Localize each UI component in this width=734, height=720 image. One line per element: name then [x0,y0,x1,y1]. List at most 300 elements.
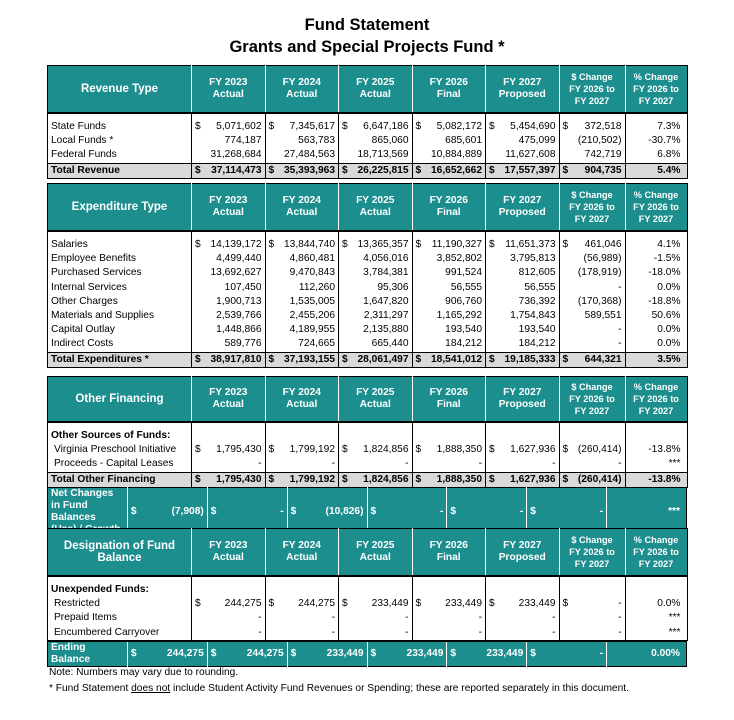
table-row [48,457,688,472]
amount: 1,888,350 [436,444,482,456]
cell-value [339,337,413,352]
cell-value [559,443,625,457]
cell-value [412,611,486,625]
currency-symbol: $ [415,164,422,176]
pct-change: 0.0% [625,597,687,611]
spacer-row [48,113,688,120]
amount: 193,540 [445,324,482,336]
expenditure-col-header: FY 2025 Actual [339,184,413,232]
cell-value [192,472,266,487]
expenditure-header-row [48,184,688,232]
cell-value [265,238,339,252]
cell-value [486,148,560,163]
cell-value [192,352,266,367]
amount: 865,060 [371,135,409,147]
row-label: Restricted [54,598,100,610]
row-label: Total Other Financing [48,472,192,487]
cell-value [265,323,339,337]
cell-value [486,309,560,323]
cell-value [192,120,266,134]
amount: 11,190,327 [431,239,482,250]
amount: - [618,612,622,624]
table-row [48,597,688,611]
row-label: Employee Benefits [51,253,136,265]
row-label: Local Funds * [51,135,114,147]
currency-symbol: $ [268,164,275,176]
currency-symbol: $ [342,239,348,250]
expenditure-table [47,183,688,368]
spacer-row [48,576,688,583]
amount: 38,917,810 [210,353,262,365]
cell-value [486,443,560,457]
currency-symbol: $ [562,473,569,485]
cell-value [412,443,486,457]
cell-value [486,295,560,309]
currency-symbol: $ [489,239,495,250]
amount: 244,275 [224,598,262,610]
currency-symbol: $ [268,353,275,365]
table-row [48,238,688,252]
cell-value [339,134,413,148]
amount: 14,139,172 [210,239,262,250]
amount: 1,795,430 [216,473,262,485]
row-label: Capital Outlay [51,324,115,336]
amount: 1,799,192 [289,473,335,485]
row-label: Purchased Services [51,267,142,279]
row-label: Salaries [51,239,88,250]
cell-value [192,323,266,337]
currency-symbol: $ [290,648,297,659]
amount: 3,795,813 [510,253,556,265]
currency-symbol: $ [342,353,348,365]
expenditure-col-header: FY 2024 Actual [265,184,339,232]
amount: 5,454,690 [510,121,556,132]
currency-symbol: $ [489,121,495,132]
footnote-pre: * Fund Statement [49,683,132,694]
cell-value [265,266,339,280]
designation-table [47,528,688,641]
pct-change: *** [625,457,687,472]
cell-value [447,641,527,667]
pct-change: 7.3% [625,120,687,134]
cell-value [287,641,367,667]
amount: 644,321 [584,353,622,365]
amount: 904,735 [584,164,622,176]
amount: 991,524 [445,267,482,279]
spacer-row [48,231,688,238]
currency-symbol: $ [415,239,422,250]
pct-change: *** [625,611,687,625]
cell-value [412,472,486,487]
cell-value [192,457,266,472]
cell-value [412,337,486,352]
amount: 665,440 [371,338,409,350]
amount: 13,692,627 [210,267,262,279]
cell-value [486,120,560,134]
cell-value [192,295,266,309]
other-col-header: % Change FY 2026 to FY 2027 [625,377,687,423]
currency-symbol: $ [342,473,348,485]
cell-value [486,352,560,367]
amount: 1,824,856 [363,473,409,485]
designation-col-header: % Change FY 2026 to FY 2027 [625,529,687,577]
cell-value [412,626,486,641]
page-title: Fund Statement [304,16,430,34]
amount: 184,212 [445,338,482,350]
cell-value [339,611,413,625]
currency-symbol: $ [562,598,569,610]
pct-change: 5.4% [625,163,687,178]
cell-value [527,641,607,667]
cell-value [486,134,560,148]
table-row [48,443,688,457]
amount: 1,888,350 [436,473,482,485]
amount: 37,193,155 [284,353,335,365]
cell-value [265,309,339,323]
pct-change: 4.1% [625,238,687,252]
cell-value [265,457,339,472]
amount: - [280,506,284,517]
amount: - [552,458,556,470]
cell-value [339,443,413,457]
pct-change: 3.5% [625,352,687,367]
cell-value [486,626,560,641]
amount: 475,099 [518,135,556,147]
cell-value [559,611,625,625]
cell-value [339,238,413,252]
amount: 1,535,005 [289,295,335,307]
cell-value [192,597,266,611]
cell-value [412,252,486,266]
cell-value [339,323,413,337]
amount: - [618,281,622,293]
designation-header-row [48,529,688,577]
cell-value [265,295,339,309]
currency-symbol: $ [415,598,422,610]
currency-symbol: $ [342,598,348,610]
amount: - [519,506,524,517]
cell-value [412,134,486,148]
cell-value [339,163,413,178]
other-col-header: FY 2026 Final [412,377,486,423]
cell-value [192,134,266,148]
amount: (10,826) [325,506,364,517]
amount: 6,647,186 [363,121,409,132]
table-row [48,611,688,625]
ending-bar [47,640,687,667]
amount: - [618,458,622,470]
amount: - [439,506,444,517]
currency-symbol: $ [415,444,422,456]
amount: 1,795,430 [216,444,262,456]
other-col-header: FY 2023 Actual [192,377,266,423]
cell-value [192,337,266,352]
subheader-row [48,429,688,443]
amount: - [478,612,482,624]
revenue-col-header: FY 2023 Actual [192,66,266,114]
amount: 1,900,713 [216,295,262,307]
currency-symbol: $ [562,121,569,132]
amount: (7,908) [171,506,204,517]
revenue-col-header: FY 2026 Final [412,66,486,114]
currency-symbol: $ [370,648,377,659]
currency-symbol: $ [562,164,569,176]
cell-value [486,281,560,295]
pct-change: -30.7% [625,134,687,148]
amount: 1,799,192 [289,444,335,456]
cell-value [367,641,447,667]
other-col-header: $ Change FY 2026 to FY 2027 [559,377,625,423]
footnote-emphasis: does not [131,683,171,694]
revenue-header-label: Revenue Type [48,66,192,114]
cell-value [559,472,625,487]
cell-value [339,120,413,134]
row-label: Virginia Preschool Initiative [54,444,177,456]
cell-value [339,148,413,163]
amount: - [618,338,622,350]
cell-value [486,252,560,266]
amount: 5,082,172 [436,121,482,132]
amount: 461,046 [584,239,622,250]
cell-value [559,323,625,337]
currency-symbol: $ [195,239,201,250]
cell-value [559,134,625,148]
rounding-note: Note: Numbers may vary due to rounding. [49,667,239,678]
expenditure-col-header: FY 2027 Proposed [486,184,560,232]
amount: 1,824,856 [363,444,409,456]
amount: 35,393,963 [284,164,335,176]
amount: 1,754,843 [510,310,556,322]
amount: (210,502) [577,135,622,147]
row-label: Total Expenditures * [48,352,192,367]
amount: 13,844,740 [284,239,335,250]
table-row [48,120,688,134]
currency-symbol: $ [415,121,422,132]
revenue-col-header: FY 2024 Actual [265,66,339,114]
table-row [48,295,688,309]
cell-value [339,352,413,367]
expenditure-col-header: FY 2026 Final [412,184,486,232]
amount: 27,484,563 [284,149,335,161]
amount: - [405,458,409,470]
amount: 5,071,602 [216,121,262,132]
row-label: Federal Funds [51,149,117,161]
currency-symbol: $ [210,648,217,659]
pct-change: -18.0% [625,266,687,280]
cell-value [559,626,625,641]
amount: (178,919) [577,267,622,279]
subheader-row [48,583,688,597]
amount: 742,719 [584,149,622,161]
currency-symbol: $ [195,353,201,365]
amount: 37,114,473 [211,164,262,176]
cell-value [192,163,266,178]
cell-value [559,337,625,352]
cell-value [559,309,625,323]
cell-value [559,238,625,252]
cell-value [486,611,560,625]
currency-symbol: $ [530,648,536,659]
other-col-header: FY 2027 Proposed [486,377,560,423]
pct-change: 6.8% [625,148,687,163]
pct-change: 0.00% [607,641,687,667]
amount: 2,311,297 [363,310,409,322]
footnote [49,683,629,694]
amount: - [618,324,622,336]
amount: 589,776 [224,338,262,350]
cell-value [127,641,207,667]
amount: 56,555 [524,281,556,293]
table-row [48,626,688,641]
currency-symbol: $ [370,506,377,517]
cell-value [192,238,266,252]
amount: 17,557,397 [504,164,556,176]
amount: 233,449 [445,598,482,610]
currency-symbol: $ [562,239,569,250]
amount: 19,185,333 [504,353,556,365]
amount: (260,414) [577,444,622,456]
amount: 244,275 [246,648,284,659]
amount: 233,449 [486,648,524,659]
cell-value [192,443,266,457]
currency-symbol: $ [489,598,495,610]
amount: 11,627,608 [505,149,556,161]
cell-value [265,611,339,625]
spacer-row [48,422,688,429]
row-label: Encumbered Carryover [54,626,160,638]
cell-value [559,352,625,367]
currency-symbol: $ [195,598,201,610]
pct-change: 0.0% [625,281,687,295]
cell-value [265,472,339,487]
row-label: Total Revenue [48,163,192,178]
footnote-post: include Student Activity Fund Revenues or Spending; these are reported separately in this document. [170,683,629,694]
amount: 736,392 [518,295,556,307]
amount: - [552,612,556,624]
cell-value [265,443,339,457]
revenue-total-row [48,163,688,178]
expenditure-total-row [48,352,688,367]
currency-symbol: $ [130,648,137,659]
amount: 233,449 [518,598,556,610]
amount: 107,450 [224,281,262,293]
amount: 685,601 [445,135,482,147]
table-row [48,281,688,295]
amount: 244,275 [166,648,204,659]
subheader-label: Other Sources of Funds: [51,430,171,441]
designation-header-label: Designation of Fund Balance [48,529,192,577]
amount: 10,884,889 [431,149,482,161]
designation-col-header: FY 2025 Actual [339,529,413,577]
currency-symbol: $ [268,598,275,610]
currency-symbol: $ [342,444,348,456]
currency-symbol: $ [450,506,457,517]
cell-value [559,148,625,163]
revenue-col-header: $ Change FY 2026 to FY 2027 [559,66,625,114]
amount: 1,448,866 [216,324,262,336]
amount: (56,989) [583,253,622,265]
cell-value [207,641,287,667]
amount: 244,275 [298,598,335,610]
cell-value [559,597,625,611]
amount: 233,449 [326,648,364,659]
amount: 2,135,880 [363,324,409,336]
cell-value [486,323,560,337]
amount: 1,647,820 [363,295,409,307]
pct-change: 0.0% [625,323,687,337]
amount: - [618,626,622,638]
pct-change: 0.0% [625,337,687,352]
cell-value [559,281,625,295]
cell-value [192,148,266,163]
currency-symbol: $ [342,121,348,132]
amount: - [331,458,335,470]
amount: 9,470,843 [289,267,335,279]
ending-label: Ending Balance [48,641,128,667]
amount: 95,306 [377,281,409,293]
designation-col-header: FY 2026 Final [412,529,486,577]
amount: 26,225,815 [357,164,409,176]
designation-col-header: FY 2024 Actual [265,529,339,577]
amount: - [258,458,262,470]
currency-symbol: $ [195,444,201,456]
cell-value [265,281,339,295]
amount: - [478,458,482,470]
cell-value [192,252,266,266]
cell-value [192,611,266,625]
amount: 724,665 [298,338,335,350]
pct-change: -18.8% [625,295,687,309]
amount: 31,268,684 [210,149,262,161]
cell-value [486,472,560,487]
currency-symbol: $ [210,506,217,517]
table-row [48,252,688,266]
pct-change: -13.8% [625,443,687,457]
cell-value [412,295,486,309]
cell-value [412,352,486,367]
amount: (170,368) [577,295,622,307]
cell-value [265,597,339,611]
cell-value [412,281,486,295]
net-label: Net Changes in Fund Balances [48,488,128,537]
currency-symbol: $ [530,506,536,517]
cell-value [412,323,486,337]
amount: 812,605 [518,267,556,279]
amount: - [599,648,604,659]
table-row [48,134,688,148]
cell-value [486,163,560,178]
cell-value [559,457,625,472]
cell-value [412,457,486,472]
cell-value [339,626,413,641]
amount: 906,760 [445,295,482,307]
designation-col-header: FY 2023 Actual [192,529,266,577]
amount: 2,539,766 [216,310,262,322]
cell-value [559,252,625,266]
amount: 184,212 [518,338,556,350]
amount: 28,061,497 [357,353,409,365]
table-row [48,337,688,352]
cell-value [412,163,486,178]
cell-value [559,295,625,309]
pct-change: *** [625,626,687,641]
amount: 11,651,373 [505,239,556,250]
currency-symbol: $ [489,444,495,456]
table-row [48,323,688,337]
row-label: Internal Services [51,281,127,293]
cell-value [265,352,339,367]
other-col-header: FY 2024 Actual [265,377,339,423]
